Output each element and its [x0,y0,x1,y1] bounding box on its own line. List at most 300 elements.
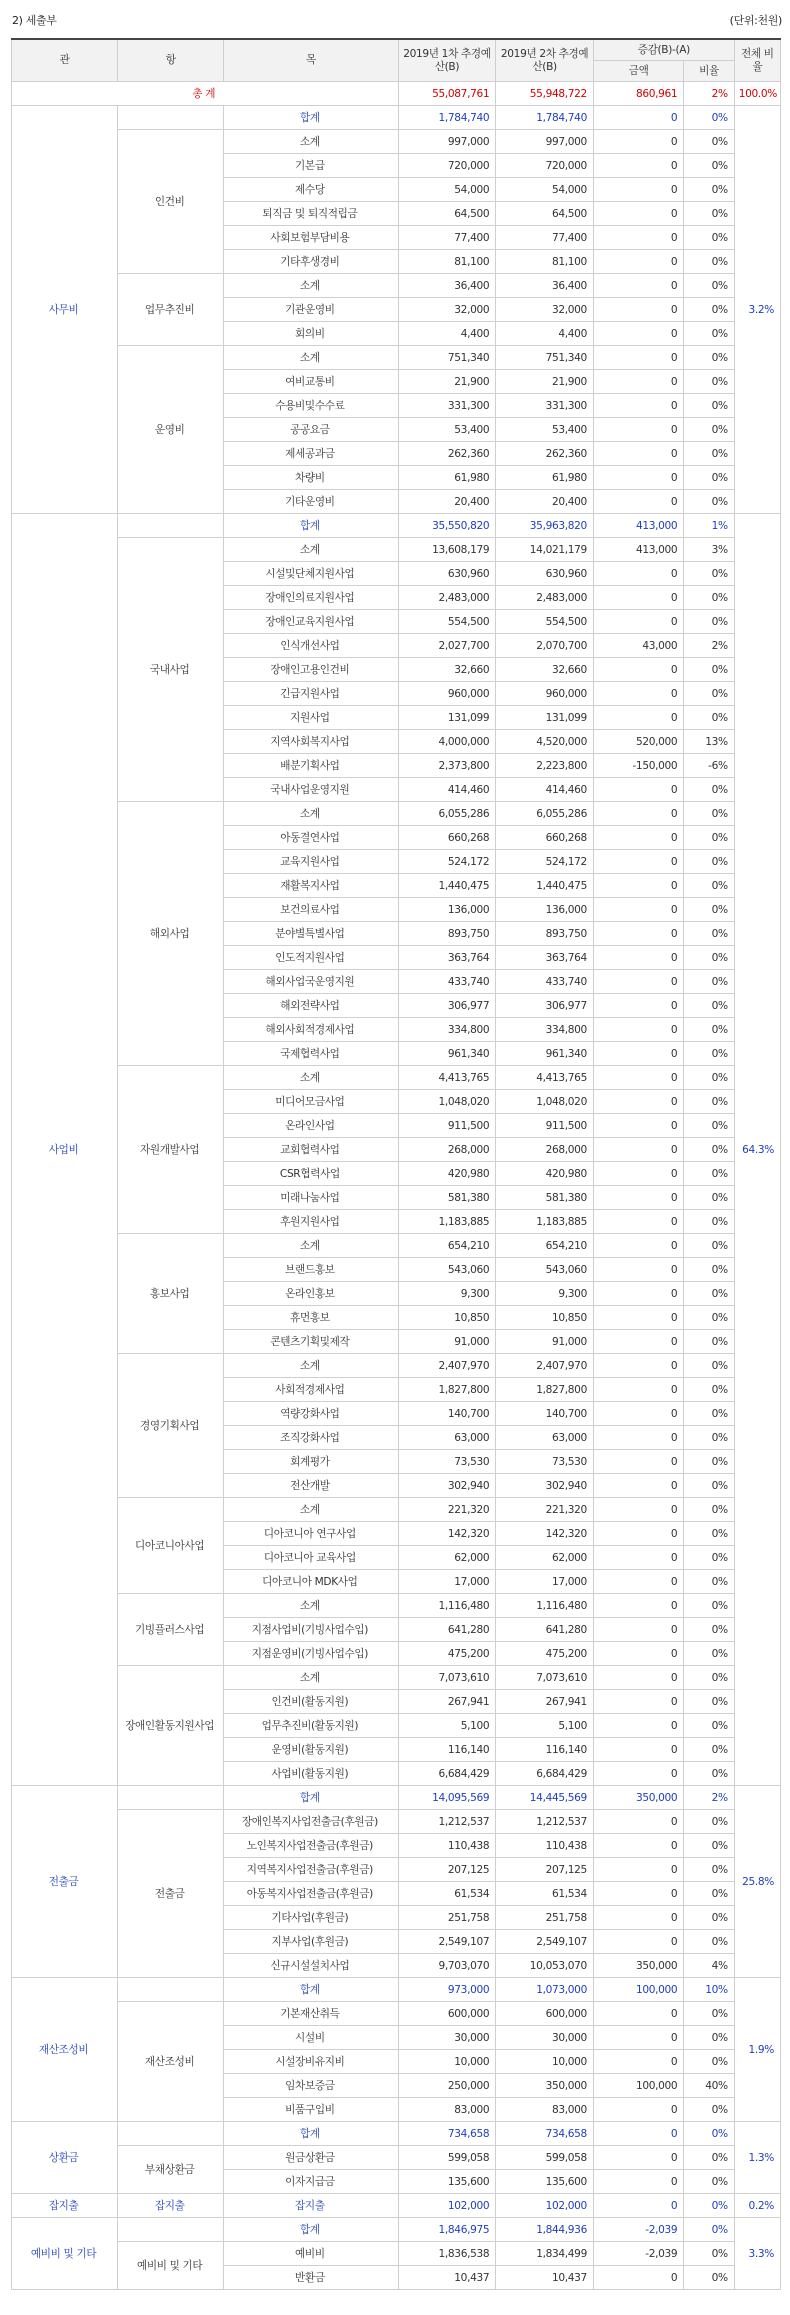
budget-2-cell: 599,058 [496,2146,594,2170]
diff-ratio-cell: 0% [684,370,734,394]
budget-2-cell: 660,268 [496,826,594,850]
mok-cell: 사회보험부담비용 [224,226,398,250]
budget-1-cell: 136,000 [398,898,496,922]
diff-ratio-cell: 0% [684,826,734,850]
budget-1-cell: 363,764 [398,946,496,970]
budget-2-cell: 62,000 [496,1546,594,1570]
budget-2-cell: 64,500 [496,202,594,226]
hang-empty-cell [118,514,224,538]
budget-1-cell: 630,960 [398,562,496,586]
budget-2-cell: 524,172 [496,850,594,874]
budget-1-cell: 2,027,700 [398,634,496,658]
diff-amount-cell: 0 [593,850,683,874]
mok-cell: 운영비(활동지원) [224,1738,398,1762]
diff-ratio-cell: 0% [684,1930,734,1954]
budget-1-cell: 1,440,475 [398,874,496,898]
budget-1-cell: 414,460 [398,778,496,802]
budget-1-cell: 267,941 [398,1690,496,1714]
hang-empty-cell [118,1786,224,1810]
diff-ratio-cell: 0% [684,1234,734,1258]
mok-cell: 브랜드홍보 [224,1258,398,1282]
grand-total-diff-ratio: 2% [684,82,734,106]
budget-1-cell: 306,977 [398,994,496,1018]
budget-2-cell: 630,960 [496,562,594,586]
diff-ratio-cell: 4% [684,1954,734,1978]
budget-2-cell: 2,407,970 [496,1354,594,1378]
budget-1-cell: 2,373,800 [398,754,496,778]
diff-amount-cell: 0 [593,154,683,178]
diff-amount-cell: 350,000 [593,1954,683,1978]
diff-ratio-cell: 0% [684,994,734,1018]
diff-amount-cell: 0 [593,778,683,802]
mok-cell: 온라인홍보 [224,1282,398,1306]
budget-1-cell: 32,660 [398,658,496,682]
diff-ratio-cell: 0% [684,298,734,322]
diff-ratio-cell: 0% [684,658,734,682]
mok-cell: 시설장비유지비 [224,2050,398,2074]
budget-1-cell: 1,784,740 [398,106,496,130]
budget-2-cell: 893,750 [496,922,594,946]
budget-2-cell: 543,060 [496,1258,594,1282]
diff-amount-cell: 0 [593,1258,683,1282]
budget-2-cell: 6,055,286 [496,802,594,826]
budget-2-cell: 81,100 [496,250,594,274]
header-diff: 증감(B)-(A) [593,39,734,61]
diff-amount-cell: 0 [593,1594,683,1618]
share-cell: 3.3% [734,2218,780,2290]
mok-cell: 기타운영비 [224,490,398,514]
diff-ratio-cell: 0% [684,2218,734,2242]
budget-2-cell: 2,223,800 [496,754,594,778]
header-budget-1: 2019년 1차 추경예산(B) [398,39,496,82]
hang-cell: 재산조성비 [118,2002,224,2122]
budget-2-cell: 302,940 [496,1474,594,1498]
diff-ratio-cell: 0% [684,1258,734,1282]
table-row [12,130,781,154]
diff-amount-cell: 0 [593,394,683,418]
diff-amount-cell: 0 [593,1738,683,1762]
diff-ratio-cell: 0% [684,1498,734,1522]
budget-2-cell: 1,834,499 [496,2242,594,2266]
budget-1-cell: 302,940 [398,1474,496,1498]
mok-cell: 디아코니아 MDK사업 [224,1570,398,1594]
table-row [12,2002,781,2026]
mok-cell: 디아코니아 교육사업 [224,1546,398,1570]
diff-ratio-cell: 0% [684,802,734,826]
diff-amount-cell: 0 [593,2002,683,2026]
mok-cell: 국제협력사업 [224,1042,398,1066]
budget-1-cell: 10,000 [398,2050,496,2074]
hang-empty-cell [118,1978,224,2002]
budget-1-cell: 1,836,538 [398,2242,496,2266]
mok-cell: 예비비 [224,2242,398,2266]
share-cell: 25.8% [734,1786,780,1978]
budget-1-cell: 334,800 [398,1018,496,1042]
budget-1-cell: 720,000 [398,154,496,178]
grand-total-row [12,82,781,106]
hang-empty-cell [118,106,224,130]
budget-1-cell: 54,000 [398,178,496,202]
diff-ratio-cell: 0% [684,874,734,898]
diff-amount-cell: 100,000 [593,1978,683,2002]
diff-ratio-cell: 0% [684,610,734,634]
diff-amount-cell: 43,000 [593,634,683,658]
diff-amount-cell: 0 [593,2146,683,2170]
diff-ratio-cell: -6% [684,754,734,778]
diff-ratio-cell: 0% [684,1834,734,1858]
grand-total-budget-2: 55,948,722 [496,82,594,106]
diff-ratio-cell: 0% [684,1018,734,1042]
diff-amount-cell: 0 [593,1906,683,1930]
header-ratio: 비율 [684,61,734,82]
diff-ratio-cell: 0% [684,778,734,802]
diff-ratio-cell: 0% [684,1858,734,1882]
budget-2-cell: 2,070,700 [496,634,594,658]
diff-amount-cell: 0 [593,1114,683,1138]
table-row [12,1810,781,1834]
mok-cell: 온라인사업 [224,1114,398,1138]
diff-ratio-cell: 0% [684,346,734,370]
table-row [12,2146,781,2170]
diff-amount-cell: 0 [593,898,683,922]
gwan-cell: 상환금 [12,2122,118,2194]
budget-1-cell: 1,048,020 [398,1090,496,1114]
diff-amount-cell: 0 [593,1330,683,1354]
diff-amount-cell: 0 [593,1378,683,1402]
budget-2-cell: 554,500 [496,610,594,634]
budget-1-cell: 751,340 [398,346,496,370]
table-row [12,346,781,370]
gwan-cell: 전출금 [12,1786,118,1978]
diff-ratio-cell: 0% [684,2146,734,2170]
mok-cell: 소계 [224,1594,398,1618]
budget-1-cell: 1,183,885 [398,1210,496,1234]
budget-2-cell: 997,000 [496,130,594,154]
diff-amount-cell: 0 [593,1066,683,1090]
diff-ratio-cell: 0% [684,106,734,130]
budget-1-cell: 997,000 [398,130,496,154]
mok-cell: 인건비(활동지원) [224,1690,398,1714]
diff-ratio-cell: 0% [684,2050,734,2074]
diff-ratio-cell: 0% [684,1282,734,1306]
mok-cell: 지부사업(후원금) [224,1930,398,1954]
diff-ratio-cell: 0% [684,1810,734,1834]
diff-amount-cell: 0 [593,370,683,394]
budget-2-cell: 54,000 [496,178,594,202]
diff-ratio-cell: 3% [684,538,734,562]
budget-2-cell: 17,000 [496,1570,594,1594]
diff-ratio-cell: 0% [684,1042,734,1066]
diff-amount-cell: 0 [593,1090,683,1114]
budget-2-cell: 414,460 [496,778,594,802]
mok-cell: 소계 [224,802,398,826]
mok-cell: CSR협력사업 [224,1162,398,1186]
diff-ratio-cell: 0% [684,442,734,466]
budget-2-cell: 1,073,000 [496,1978,594,2002]
diff-ratio-cell: 0% [684,970,734,994]
section-total-label: 합계 [224,1978,398,2002]
page-title: 2) 세출부 [12,14,57,27]
budget-2-cell: 5,100 [496,1714,594,1738]
budget-1-cell: 17,000 [398,1570,496,1594]
diff-amount-cell: 0 [593,994,683,1018]
mok-cell: 공공요금 [224,418,398,442]
diff-ratio-cell: 0% [684,490,734,514]
mok-cell: 미래나눔사업 [224,1186,398,1210]
diff-amount-cell: 0 [593,826,683,850]
hang-empty-cell [118,2218,224,2242]
mok-cell: 노인복지사업전출금(후원금) [224,1834,398,1858]
budget-2-cell: 1,116,480 [496,1594,594,1618]
budget-2-cell: 9,300 [496,1282,594,1306]
mok-cell: 사업비(활동지원) [224,1762,398,1786]
diff-amount-cell: 0 [593,2266,683,2290]
section-total-label: 합계 [224,2218,398,2242]
diff-amount-cell: 0 [593,1834,683,1858]
budget-1-cell: 543,060 [398,1258,496,1282]
diff-amount-cell: 0 [593,2026,683,2050]
mok-cell: 디아코니아 연구사업 [224,1522,398,1546]
diff-amount-cell: 0 [593,1930,683,1954]
gwan-cell: 재산조성비 [12,1978,118,2122]
budget-2-cell: 20,400 [496,490,594,514]
budget-2-cell: 1,784,740 [496,106,594,130]
diff-ratio-cell: 0% [684,2026,734,2050]
hang-cell: 경영기획사업 [118,1354,224,1498]
diff-ratio-cell: 0% [684,1354,734,1378]
diff-ratio-cell: 0% [684,250,734,274]
mok-cell: 장애인복지사업전출금(후원금) [224,1810,398,1834]
mok-cell: 인식개선사업 [224,634,398,658]
diff-ratio-cell: 0% [684,202,734,226]
diff-amount-cell: 520,000 [593,730,683,754]
diff-ratio-cell: 0% [684,1738,734,1762]
table-row [12,1354,781,1378]
section-total-label: 합계 [224,514,398,538]
budget-1-cell: 581,380 [398,1186,496,1210]
mok-cell: 잡지출 [224,2194,398,2218]
diff-amount-cell: 0 [593,706,683,730]
budget-2-cell: 135,600 [496,2170,594,2194]
grand-total-budget-1: 55,087,761 [398,82,496,106]
budget-2-cell: 116,140 [496,1738,594,1762]
diff-ratio-cell: 0% [684,1642,734,1666]
diff-amount-cell: 0 [593,1882,683,1906]
diff-ratio-cell: 0% [684,274,734,298]
diff-amount-cell: 0 [593,202,683,226]
diff-ratio-cell: 13% [684,730,734,754]
diff-amount-cell: 0 [593,1666,683,1690]
diff-amount-cell: 0 [593,442,683,466]
diff-amount-cell: 0 [593,1282,683,1306]
budget-1-cell: 250,000 [398,2074,496,2098]
mok-cell: 기관운영비 [224,298,398,322]
budget-2-cell: 475,200 [496,1642,594,1666]
mok-cell: 신규시설설치사업 [224,1954,398,1978]
diff-amount-cell: 0 [593,1042,683,1066]
budget-1-cell: 475,200 [398,1642,496,1666]
budget-2-cell: 142,320 [496,1522,594,1546]
table-row [12,274,781,298]
diff-ratio-cell: 0% [684,1906,734,1930]
budget-1-cell: 53,400 [398,418,496,442]
budget-2-cell: 2,549,107 [496,1930,594,1954]
diff-amount-cell: 0 [593,250,683,274]
mok-cell: 기타사업(후원금) [224,1906,398,1930]
mok-cell: 회의비 [224,322,398,346]
budget-1-cell: 91,000 [398,1330,496,1354]
diff-amount-cell: 0 [593,2122,683,2146]
budget-1-cell: 960,000 [398,682,496,706]
mok-cell: 여비교통비 [224,370,398,394]
section-total-row [12,106,781,130]
diff-ratio-cell: 0% [684,1474,734,1498]
mok-cell: 교육지원사업 [224,850,398,874]
diff-amount-cell: 0 [593,2194,683,2218]
mok-cell: 회계평가 [224,1450,398,1474]
share-cell: 3.2% [734,106,780,514]
mok-cell: 해외전략사업 [224,994,398,1018]
budget-2-cell: 1,440,475 [496,874,594,898]
budget-1-cell: 660,268 [398,826,496,850]
budget-2-cell: 131,099 [496,706,594,730]
budget-2-cell: 2,483,000 [496,586,594,610]
gwan-cell: 예비비 및 기타 [12,2218,118,2290]
diff-ratio-cell: 0% [684,1330,734,1354]
budget-2-cell: 14,445,569 [496,1786,594,1810]
budget-1-cell: 63,000 [398,1426,496,1450]
budget-1-cell: 77,400 [398,226,496,250]
diff-ratio-cell: 0% [684,1882,734,1906]
budget-2-cell: 53,400 [496,418,594,442]
budget-2-cell: 221,320 [496,1498,594,1522]
budget-1-cell: 14,095,569 [398,1786,496,1810]
table-row [12,1666,781,1690]
header-amount: 금액 [593,61,683,82]
hang-cell: 전출금 [118,1810,224,1978]
budget-2-cell: 30,000 [496,2026,594,2050]
diff-ratio-cell: 0% [684,2266,734,2290]
table-row [12,1234,781,1258]
diff-amount-cell: 0 [593,1810,683,1834]
mok-cell: 임차보증금 [224,2074,398,2098]
mok-cell: 소계 [224,1354,398,1378]
budget-1-cell: 142,320 [398,1522,496,1546]
budget-2-cell: 136,000 [496,898,594,922]
budget-1-cell: 30,000 [398,2026,496,2050]
gwan-cell: 잡지출 [12,2194,118,2218]
mok-cell: 소계 [224,1498,398,1522]
diff-amount-cell: 0 [593,298,683,322]
budget-2-cell: 10,850 [496,1306,594,1330]
budget-2-cell: 734,658 [496,2122,594,2146]
diff-amount-cell: 0 [593,658,683,682]
mok-cell: 후원지원사업 [224,1210,398,1234]
diff-amount-cell: 0 [593,586,683,610]
table-body [12,82,781,2290]
section-total-label: 합계 [224,1786,398,1810]
diff-ratio-cell: 0% [684,562,734,586]
budget-1-cell: 1,116,480 [398,1594,496,1618]
header-mok: 목 [224,39,398,82]
section-total-row [12,1786,781,1810]
mok-cell: 소계 [224,274,398,298]
diff-ratio-cell: 0% [684,1210,734,1234]
diff-amount-cell: 0 [593,1498,683,1522]
table-row [12,1066,781,1090]
section-total-row [12,514,781,538]
budget-2-cell: 7,073,610 [496,1666,594,1690]
mok-cell: 퇴직금 및 퇴직적립금 [224,202,398,226]
budget-1-cell: 554,500 [398,610,496,634]
diff-amount-cell: -2,039 [593,2242,683,2266]
budget-1-cell: 110,438 [398,1834,496,1858]
hang-cell: 장애인활동지원사업 [118,1666,224,1786]
budget-2-cell: 268,000 [496,1138,594,1162]
budget-1-cell: 599,058 [398,2146,496,2170]
diff-amount-cell: 0 [593,610,683,634]
budget-1-cell: 62,000 [398,1546,496,1570]
diff-amount-cell: 0 [593,322,683,346]
budget-1-cell: 140,700 [398,1402,496,1426]
diff-amount-cell: 413,000 [593,538,683,562]
budget-2-cell: 32,000 [496,298,594,322]
diff-ratio-cell: 0% [684,2098,734,2122]
budget-2-cell: 1,212,537 [496,1810,594,1834]
diff-ratio-cell: 0% [684,922,734,946]
budget-1-cell: 102,000 [398,2194,496,2218]
mok-cell: 지역사회복지사업 [224,730,398,754]
mok-cell: 장애인고용인건비 [224,658,398,682]
budget-2-cell: 14,021,179 [496,538,594,562]
diff-ratio-cell: 0% [684,2002,734,2026]
diff-ratio-cell: 0% [684,1666,734,1690]
diff-amount-cell: 0 [593,874,683,898]
budget-1-cell: 2,483,000 [398,586,496,610]
hang-cell: 인건비 [118,130,224,274]
budget-1-cell: 73,530 [398,1450,496,1474]
budget-2-cell: 911,500 [496,1114,594,1138]
budget-1-cell: 9,703,070 [398,1954,496,1978]
diff-amount-cell: 0 [593,1234,683,1258]
diff-amount-cell: 0 [593,1018,683,1042]
diff-ratio-cell: 0% [684,1090,734,1114]
budget-2-cell: 6,684,429 [496,1762,594,1786]
mok-cell: 시설비 [224,2026,398,2050]
budget-2-cell: 61,534 [496,1882,594,1906]
budget-2-cell: 751,340 [496,346,594,370]
mok-cell: 제수당 [224,178,398,202]
diff-ratio-cell: 0% [684,130,734,154]
mok-cell: 지원사업 [224,706,398,730]
mok-cell: 아동결연사업 [224,826,398,850]
budget-1-cell: 20,400 [398,490,496,514]
budget-1-cell: 524,172 [398,850,496,874]
budget-1-cell: 131,099 [398,706,496,730]
budget-2-cell: 207,125 [496,1858,594,1882]
budget-2-cell: 961,340 [496,1042,594,1066]
budget-2-cell: 1,844,936 [496,2218,594,2242]
budget-2-cell: 83,000 [496,2098,594,2122]
budget-2-cell: 21,900 [496,370,594,394]
diff-ratio-cell: 0% [684,2242,734,2266]
grand-total-diff-amount: 860,961 [593,82,683,106]
budget-1-cell: 64,500 [398,202,496,226]
budget-1-cell: 251,758 [398,1906,496,1930]
mok-cell: 미디어모금사업 [224,1090,398,1114]
budget-2-cell: 61,980 [496,466,594,490]
mok-cell: 지점사업비(기빙사업수입) [224,1618,398,1642]
